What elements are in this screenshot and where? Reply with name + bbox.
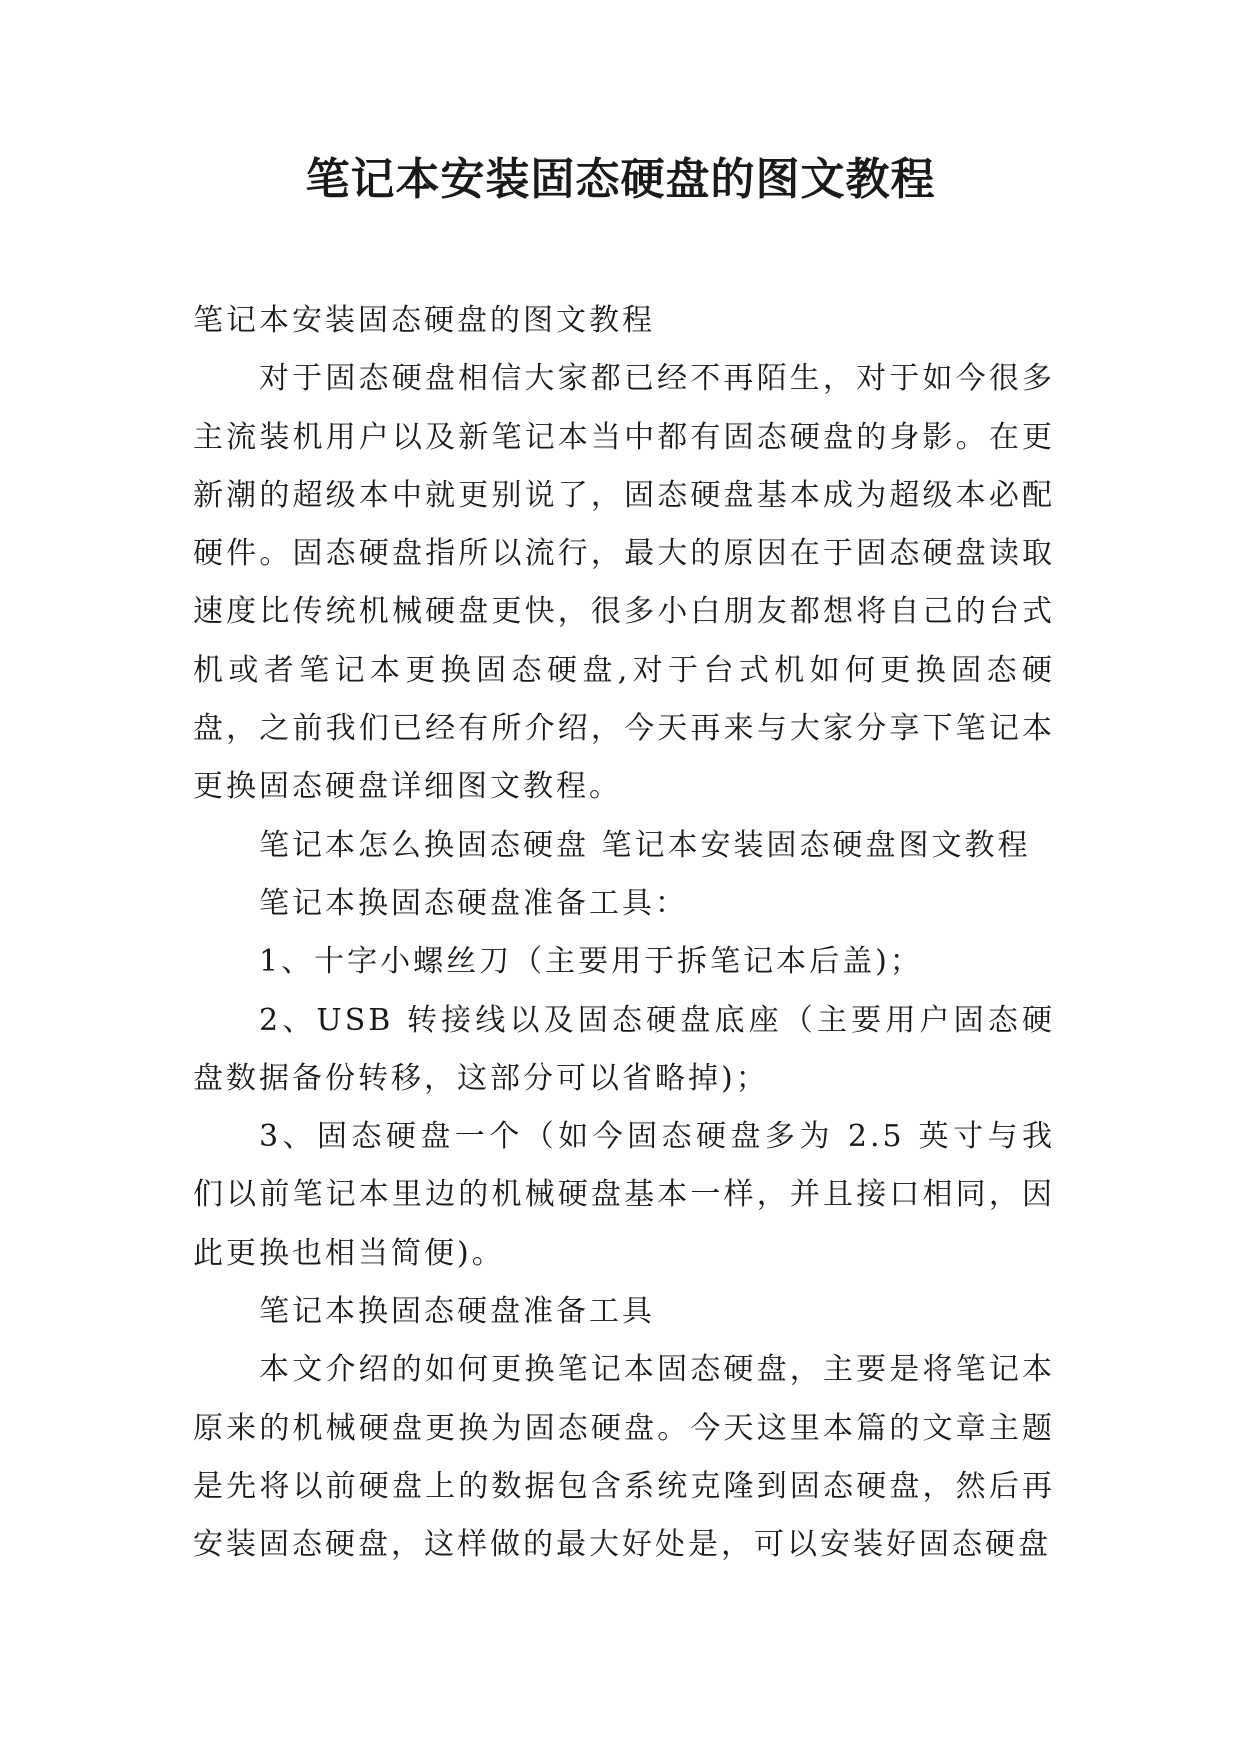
paragraph-tools-heading: 笔记本换固态硬盘准备工具： [259, 885, 688, 921]
paragraph-heading: 笔记本怎么换固态硬盘 笔记本安装固态硬盘图文教程 [259, 827, 1031, 863]
paragraph-body: 本文介绍的如何更换笔记本固态硬盘，主要是将笔记本原来的机械硬盘更换为固态硬盘。今天这里本篇的文章主题是先将以前硬盘上的数据包含系统克隆到固态硬盘，然后再安装固态硬盘，这样做的最大好处是，可以安装好固态硬盘 [193, 1352, 1055, 1563]
paragraph-intro: 对于固态硬盘相信大家都已经不再陌生，对于如今很多主流装机用户以及新笔记本当中都有固态硬盘的身影。在更新潮的超级本中就更别说了，固态硬盘基本成为超级本必配硬件。固态硬盘指所以流行，最大的原因在于固态硬盘读取速度比传统机械硬盘更快，很多小白朋友都想将自己的台式机或者笔记本更换固态硬盘,对于台式机如何更换固态硬盘，之前我们已经有所介绍，今天再来与大家分享下笔记本更换固态硬盘详细图文教程。 [193, 361, 1055, 805]
list-item-1: 1、十字小螺丝刀（主要用于拆笔记本后盖)； [259, 944, 923, 980]
paragraph-subtitle: 笔记本安装固态硬盘的图文教程 [193, 303, 655, 338]
paragraph-tools-caption: 笔记本换固态硬盘准备工具 [259, 1294, 655, 1330]
list-item-3: 3、固态硬盘一个（如今固态硬盘多为 2.5 英寸与我们以前笔记本里边的机械硬盘基本一样，并且接口相同，因此更换也相当简便)。 [193, 1119, 1055, 1271]
document-body [193, 292, 1055, 1575]
document-title: 笔记本安装固态硬盘的图文教程 [305, 154, 936, 205]
list-item-2: 2、USB 转接线以及固态硬盘底座（主要用户固态硬盘数据备份转移，这部分可以省略掉)； [193, 1002, 1055, 1096]
